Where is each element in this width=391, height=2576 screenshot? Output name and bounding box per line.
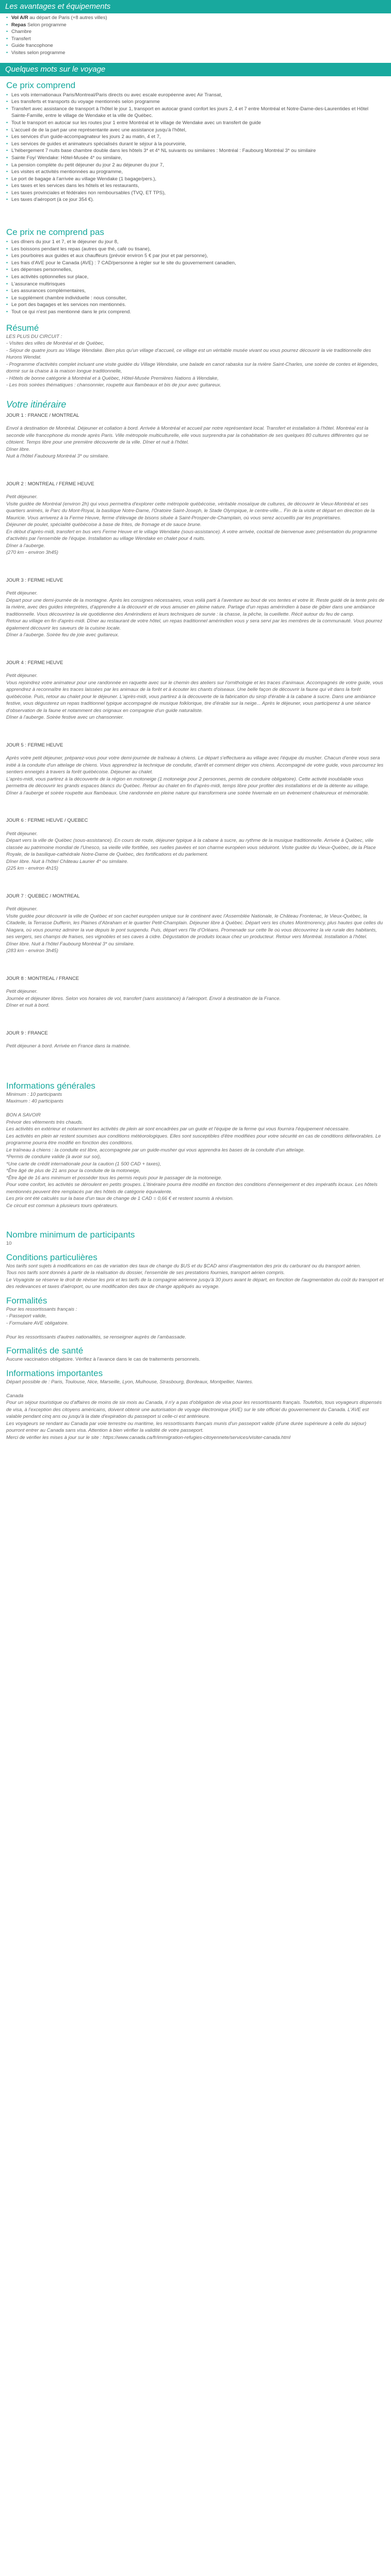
general-info-block [0, 1091, 391, 1210]
formalities-paragraph: - Formulaire AVE obligatoire. [6, 1320, 69, 1326]
formalities-paragraph: - Passeport valide, [6, 1313, 47, 1319]
conditions-block [0, 1263, 391, 1291]
itinerary-day [0, 659, 391, 742]
day-paragraph: Petit déjeuner. [6, 831, 38, 837]
price-includes-item: • L'hébergement 7 nuits base chambre double dans les hôtels 3* et 4* NL suivants ou similaires : Montréal : Faubourg Montréal 3* ou similaire [6, 147, 385, 155]
general-info-paragraph: Prévoir des vêtements très chauds. [6, 1119, 83, 1125]
price-excludes-item: • Les dîners du jour 1 et 7, et le déjeuner du jour 8, [6, 239, 385, 246]
formalities-paragraph: Pour les ressortissants français : [6, 1306, 77, 1312]
general-info-paragraph: *Une carte de crédit internationale pour la caution (1 500 CAD + taxes), [6, 1161, 161, 1167]
day-paragraph: Vous rejoindrez votre animateur pour une randonnée en raquette avec sur le chemin des ateliers sur l'ornithologie et les traces d'animaux. Accompagnés de votre guide, vous apprendrez à reconnaître les traces laissées par les animaux de la forêt et à écouter les chants d'oiseaux. Une belle façon de découvrir la faune qui vit dans la forêt québécoise. Puis, retour au chalet pour le déjeuner. L'après-midi, vous partirez à la découverte de la fabrication du sirop d'érable à la cabane à sucre. Dans une ambiance festive, vous dégusterez un repas traditionnel typique accompagné de musique folklorique, tire d'érable sur la neige... Après le déjeuner, vous participerez à une séance d'observation de la faune et notamment des orignaux en compagnie d'un guide naturaliste. [6, 680, 383, 714]
general-info-paragraph: Minimum : 10 participants [6, 1091, 62, 1097]
itinerary-day [0, 742, 391, 818]
general-info-paragraph: Les prix ont été calculés sur la base d'un taux de change de 1 CAD = 0,66 € et restent soumis à révision. [6, 1196, 234, 1202]
day-paragraph: Petit déjeuner à bord. Arrivée en France dans la matinée. [6, 1043, 131, 1049]
price-excludes-item: • Les dépenses personnelles, [6, 266, 385, 274]
day-paragraph: Retour au village en fin d'après-midi. Dîner au restaurant de votre hôtel, un repas traditionnel amérindien vous y sera servi par les membres de la communauté. Vous pourrez également découvrir les saveurs de la cuisine locale. [6, 618, 383, 631]
summary-paragraph: - Hôtels de bonne catégorie à Montréal et à Québec, Hôtel-Musée Premières Nations à Wendake, [6, 375, 219, 381]
day-paragraph: Départ vers la ville de Québec (sous-assistance). En cours de route, déjeuner typique à la cabane à sucre, au rythme de la musique traditionnelle. Arrivée à Québec, ville classée au patrimoine mondial de l'Unesco, sa vieille ville fortifiée, ses ruelles pavées et son charme européen vous séduiront. Visite guidée du Vieux-Québec, de la Place Royale, de la basilique-cathédrale Notre-Dame de Québec, des fortifications et du parlement. [6, 838, 376, 858]
price-includes-item: • Transfert avec assistance de transport à l'hôtel le jour 1, transport en autocar grand confort les jours 2, 4 et 7 entre Montréal et Notre-Dame-des-Laurentides et Hôtel Sainte-Famille, entre le village de Wendake et la ville de Québec. [6, 106, 385, 120]
day-title: JOUR 4 : FERME HEUVE [6, 659, 63, 666]
price-excludes-item: • Tout ce qui n'est pas mentionné dans le prix comprend. [6, 309, 385, 316]
price-excludes-item: • Le port des bagages et les services non mentionnés. [6, 301, 385, 309]
formalities-block [0, 1306, 391, 1341]
price-includes-item: • Les taxes d'aéroport (à ce jour 354 €). [6, 196, 385, 204]
day-title: JOUR 6 : FERME HEUVE / QUEBEC [6, 818, 88, 824]
general-info-paragraph: *Être âgé de plus de 21 ans pour la conduite de la motoneige, [6, 1168, 141, 1174]
day-paragraph: Petit déjeuner. [6, 989, 38, 995]
itinerary-days [0, 412, 391, 1071]
day-title: JOUR 2 : MONTREAL / FERME HEUVE [6, 481, 94, 487]
day-paragraph: Visite guidée pour découvrir la ville de Québec et son cachet européen unique sur le continent avec l'Assemblée Nationale, le Château Frontenac, le Vieux-Québec, la Citadelle, la Terrasse Dufferin, les Plaines d'Abraham et le quartier Petit-Champlain. Déjeuner libre à Québec. Départ vers les chutes Montmorency, plus hautes que celles du Niagara, où vous pourrez admirer la vue depuis le pont suspendu. Puis, départ vers l'île d'Orléans. Promenade sur cette île où vous découvrirez la vie rurale des habitants, ses vergers, ses champs de fraises, ses vignobles et ses caves à cidre. Dégustation de produits locaux chez un producteur. Retour vers Montréal. Installation à l'hôtel. [6, 913, 383, 940]
price-includes-item: • L'accueil de de la part par une représentante avec une assistance jusqu'à l'hôtel, [6, 127, 385, 134]
itinerary-day [0, 577, 391, 659]
summary-paragraph: - Les trois soirées thématiques : chansonnier, roupette aux flambeaux et bis de jour avec guitareux. [6, 382, 222, 388]
formalities-paragraph [0, 1327, 391, 1334]
price-includes-item: • Tout le transport en autocar sur les routes jour 1 entre Montréal et le village de Wendake avec un transfert de guide [6, 120, 385, 127]
day-paragraph: Après votre petit déjeuner, préparez-vous pour votre demi-journée de traîneau à chiens. Le départ s'effectuera au village avec l'équipe du musher. Chacun d'entre vous sera initié à la conduite d'un attelage de chiens. Vous apprendrez la technique de conduite, d'arrêt et comment diriger vos chiens. Accompagné de votre guide, vous parcourrez les sentiers enneigés à travers la forêt québécoise. Déjeuner au chalet. [6, 755, 384, 775]
summary-paragraph: - Programme d'activités complet incluant une visite guidée du Village Wendake, une balade en canot rabaska sur la rivière Saint-Charles, une soirée de contes et légendes, dormir sur la chaise à la maison longue traditionnelle, [6, 361, 379, 375]
important-info-block [0, 1379, 391, 1442]
price-excludes-list [0, 238, 391, 319]
important-info-paragraph [0, 1385, 391, 1393]
price-includes-item: • Les visites et activités mentionnées au programme, [6, 168, 385, 176]
important-info-paragraph: Départ possible de : Paris, Toulouse, Nice, Marseille, Lyon, Mulhouse, Strasbourg, Bordeaux, Montpellier, Nantes. [6, 1379, 253, 1385]
price-excludes-item: • Les frais d'AVE pour le Canada (AVE) : 7 CAD/personne à régler sur le site du gouvernement canadien, [6, 260, 385, 267]
day-paragraph: Petit déjeuner. [6, 494, 38, 500]
general-info-paragraph: Maximum : 40 participants [6, 1098, 63, 1105]
formalities-title: Formalités [6, 1295, 47, 1306]
itinerary-title: Votre itinéraire [6, 399, 67, 410]
day-paragraph: Envol à destination de Montréal. Déjeuner et collation à bord. Arrivée à Montréal et accueil par notre représentant local. Transfert et installation à l'hôtel. Montréal est la seconde ville francophone du monde après Paris. Ville métropole multiculturelle, elle vous surprendra par la cohabitation de ses quelques 80 cultures différentes qui se côtoient. Temps libre pour une première découverte de la ville. Dîner et nuit à l'hôtel. [6, 426, 369, 446]
price-includes-item: • Les vols internationaux Paris/Montreal/Paris directs ou avec escale européenne avec Air Transat, [6, 92, 385, 99]
day-paragraph: Petit déjeuner. [6, 673, 38, 679]
general-info-paragraph [0, 1105, 391, 1112]
price-includes-item: • Sainte Foy/ Wendake: Hôtel-Musée 4* ou similaire, [6, 155, 385, 162]
equipments-list [0, 13, 391, 60]
day-paragraph: Nuit à l'hôtel Faubourg Montréal 3* ou similaire. [6, 453, 109, 460]
itinerary-day [0, 893, 391, 975]
general-info-paragraph: *Permis de conduire valide (à avoir sur soi), [6, 1154, 101, 1160]
day-title: JOUR 3 : FERME HEUVE [6, 577, 63, 583]
day-paragraph: Visite guidée de Montréal (environ 2h) qui vous permettra d'explorer cette métropole québécoise, véritable mosaïque de cultures, de découvrir le Vieux-Montréal et ses quartiers animés, le Parc du Mont-Royal, la basilique Notre-Dame, l'Oratoire Saint-Joseph, le Stade Olympique, le centre-ville... Fin de la visite et départ en direction de la Mauricie. Vous arriverez à la Ferme Heuve, ferme d'élevage de bisons située à Saint-Prosper-de-Champlain, où vous serez accueillis par les propriétaires. [6, 501, 375, 521]
price-includes-item: • Les taxes et les services dans les hôtels et les restaurants, [6, 182, 385, 190]
equipment-item: • Visites selon programme [6, 49, 385, 57]
equipments-banner: Les avantages et équipements [0, 0, 391, 13]
general-info-paragraph: Pour votre confort, les activités se déroulent en petits groupes. L'itinéraire pourra être modifié en fonction des conditions d'enneigement et des impératifs locaux. Les hôtels mentionnés peuvent être remplacés par des hôtels de catégorie équivalente. [6, 1182, 378, 1195]
day-paragraph: Dîner libre. Nuit à l'hôtel Château Laurier 4* ou similaire. [6, 858, 128, 865]
day-paragraph: Dîner libre. [6, 446, 30, 452]
min-participants-value: 10 [6, 1241, 12, 1247]
equipment-item: • Transfert [6, 36, 385, 43]
general-info-paragraph: Les activités en plein air restent soumises aux conditions météorologiques. Elles sont susceptibles d'être modifiées pour votre sécurité en cas de conditions défavorables. Le programme pourra être modifié en fonction des conditions. [6, 1133, 381, 1146]
summary-paragraph: LES PLUS DU CIRCUIT : [6, 333, 62, 340]
day-paragraph: En début d'après-midi, transfert en bus vers Ferme Heuve et le village Wendake (sous-assistance). A votre arrivée, cocktail de bienvenue avec présentation du programme d'activités par l'ensemble de l'équipe. Installation au village Wendake en chalet pour 4 nuits. [6, 529, 378, 542]
price-excludes-item: • Le supplément chambre individuelle : nous consulter, [6, 295, 385, 302]
conditions-title: Conditions particulières [6, 1252, 97, 1262]
conditions-paragraph: Nos tarifs sont sujets à modifications en cas de variation des taux de change du $US et du $CAD ainsi d'augmentation des prix du carburant ou du transport aérien. [6, 1263, 361, 1269]
price-includes-item: • Les taxes provinciales et fédérales non remboursables (TVQ, ET TPS), [6, 190, 385, 197]
general-info-paragraph: BON A SAVOIR [6, 1112, 41, 1118]
day-paragraph: Dîner à l'auberge. Soirée festive avec un chansonnier. [6, 715, 124, 721]
day-paragraph: Déjeuner de poulet, spécialité québécoise à base de frites, de fromage et de sauce brune. [6, 522, 202, 528]
important-info-paragraph: Pour un séjour touristique ou d'affaires de moins de six mois au Canada, il n'y a pas d'obligation de visa pour les ressortissants français. Toutefois, tous voyageurs dispensés de visa, à l'exception des citoyens américains, doivent obtenir une autorisation de voyage électronique (AVE) sur le site officiel du gouvernement du Canada. L'AVE est valable pendant cinq ans ou jusqu'à la date d'expiration du passeport si celle-ci est antérieure. [6, 1400, 382, 1420]
itinerary-day [0, 412, 391, 481]
general-info-paragraph: Ce circuit est commun à plusieurs tours opérateurs. [6, 1202, 119, 1209]
general-info-paragraph: Le traîneau à chiens : la conduite est libre, accompagnée par un guide-musher qui vous apprendra les bases de la conduite d'un attelage. [6, 1147, 305, 1153]
price-includes-item: • Les services de guides et animateurs spécialisés durant le séjour à la pourvoirie, [6, 141, 385, 148]
conditions-paragraph: Tous nos tarifs sont donnés à partir de la réalisation du dossier, l'ensemble de ses prestations fournies, transport aérien compris. [6, 1270, 285, 1276]
min-participants-title: Nombre minimum de participants [6, 1230, 135, 1240]
general-info-title: Informations générales [6, 1080, 95, 1091]
day-paragraph: Dîner libre. Nuit à l'hôtel Faubourg Montréal 3* ou similaire. [6, 941, 135, 947]
general-info-paragraph: Les activités en extérieur et notamment les activités de plein air sont encadrées par un guide et l'équipe de la ferme qui vous fournira l'équipement nécessaire. [6, 1126, 350, 1132]
day-paragraph: Départ pour une demi-journée de la montagne. Après les consignes nécessaires, vous voilà parti à l'aventure au bout de vos tentes et votre lit. Reste guidé de la tente près de la rivière, avec des guides interprètes, d'apprendre à la découvrir et de vous amuser en pleine nature. Partage d'un repas amérindien à base de gibier dans une ambiance traditionnelle. Vous découvrirez la vie quotidienne des Amérindiens et leurs techniques de survie : la chasse, la pêche, la cueillette. Récit autour du feu de camp. [6, 597, 384, 617]
formalities-paragraph: Pour les ressortissants d'autres nationalités, se renseigner auprès de l'ambassade. [6, 1334, 186, 1340]
important-info-title: Informations importantes [6, 1368, 103, 1378]
day-paragraph: Dîner à l'auberge. Soirée feu de joie avec guitareux. [6, 632, 119, 638]
about-trip-banner: Quelques mots sur le voyage [0, 63, 391, 76]
price-includes-item: • Les services d'un guide-accompagnateur les jours 2 au matin, 4 et 7, [6, 133, 385, 141]
day-paragraph: Dîner à l'auberge et soirée roupette aux flambeaux. Une randonnée en pleine nature qui transformera une soirée hivernale en un évènement chaleureux et mémorable. [6, 790, 369, 796]
itinerary-day [0, 481, 391, 577]
day-title: JOUR 1 : FRANCE / MONTREAL [6, 412, 79, 418]
price-includes-item: • La pension complète du petit déjeuner du jour 2 au déjeuner du jour 7, [6, 162, 385, 169]
important-info-paragraph: Merci de vérifier les mises à jour sur le site : https://www.canada.ca/fr/immigration-refugies-citoyennete/services/visiter-canada.html [6, 1434, 291, 1440]
price-includes-list [0, 91, 391, 207]
day-title: JOUR 7 : QUEBEC / MONTREAL [6, 893, 80, 899]
conditions-paragraph: Le Voyagiste se réserve le droit de réviser les prix et les tarifs de la compagnie aérienne jusqu'à 30 jours avant le départ, en fonction de l'augmentation du coût du transport et des redevances et taxes d'aéroport, ou une modification des taux de change appliqués au voyage. [6, 1277, 384, 1290]
itinerary-day [0, 975, 391, 1030]
health-formalities-title: Formalités de santé [6, 1346, 84, 1356]
price-excludes-item: • Les assurances complémentaires, [6, 287, 385, 295]
day-paragraph: Dîner et nuit à bord. [6, 1003, 50, 1009]
health-formalities-text: Aucune vaccination obligatoire. Vérifiez à l'avance dans le cas de traitements personnels. [6, 1357, 201, 1363]
important-info-paragraph: Canada [6, 1393, 24, 1399]
day-paragraph: (225 km - environ 4h15) [6, 866, 58, 872]
itinerary-day [0, 817, 391, 893]
price-includes-item: • Le port de bagage à l'arrivée au village Wendake (1 bagage/pers.), [6, 176, 385, 183]
day-paragraph: Journée et déjeuner libres. Selon vos horaires de vol, transfert (sans assistance) à l'aéroport. Envol à destination de la France. [6, 995, 281, 1002]
price-excludes-item: • Les boissons pendant les repas (autres que thé, café ou tisane), [6, 246, 385, 253]
price-excludes-item: • L'assurance multirisques [6, 281, 385, 288]
itinerary-day [0, 1030, 391, 1071]
day-paragraph: (283 km - environ 3h45) [6, 948, 58, 954]
price-excludes-item: • Les activités optionnelles sur place, [6, 274, 385, 281]
day-paragraph: Petit déjeuner. [6, 906, 38, 912]
day-title: JOUR 9 : FRANCE [6, 1030, 48, 1036]
summary-block [0, 333, 391, 389]
price-includes-title: Ce prix comprend [6, 80, 76, 90]
equipment-item: • Vol A/R au départ de Paris (+8 autres villes) [6, 14, 385, 22]
important-info-paragraph: Les voyageurs se rendant au Canada par voie terrestre ou maritime, les ressortissants français munis d'un passeport valide (d'une durée supérieure à celle du séjour) pourront entrer au Canada sans visa. Attention à bien vérifier la validité de votre passeport. [6, 1420, 367, 1434]
summary-paragraph: - Visites des villes de Montréal et de Québec, [6, 341, 105, 347]
price-excludes-title: Ce prix ne comprend pas [6, 227, 104, 238]
price-excludes-item: • Les pourboires aux guides et aux chauffeurs (prévoir environ 5 € par jour et par personne), [6, 252, 385, 260]
summary-title: Résumé [6, 323, 39, 333]
day-paragraph: Dîner à l'auberge. [6, 543, 45, 549]
equipment-item: • Guide francophone [6, 42, 385, 49]
equipment-item: • Chambre [6, 28, 385, 36]
summary-paragraph: - Séjour de quatre jours au Village Wendake. Bien plus qu'un village d'accueil, ce village est un véritable musée vivant ou vous pourrez découvrir la vie traditionnelle des Hurons Wendat. [6, 347, 371, 361]
day-title: JOUR 5 : FERME HEUVE [6, 742, 63, 748]
day-paragraph: Petit déjeuner. [6, 590, 38, 597]
general-info-paragraph: *Être âgé de 16 ans minimum et posséder tous les permis requis pour le passager de la motoneige. [6, 1175, 222, 1181]
day-paragraph: (270 km - environ 3h45) [6, 550, 58, 556]
equipment-item: • Repas Selon programme [6, 22, 385, 29]
day-paragraph: L'après-midi, vous partirez à la découverte de la région en motoneige (1 motoneige pour 2 personnes, permis de conduire obligatoire). Cette activité inoubliable vous permettra de découvrir les grands espaces blancs du Québec. Retour au chalet en fin d'après-midi, temps libre pour profiter des installations et de la détente au village. [6, 776, 369, 789]
day-title: JOUR 8 : MONTREAL / FRANCE [6, 975, 79, 981]
price-includes-item: • Les transferts et transports du voyage mentionnés selon programme [6, 98, 385, 106]
